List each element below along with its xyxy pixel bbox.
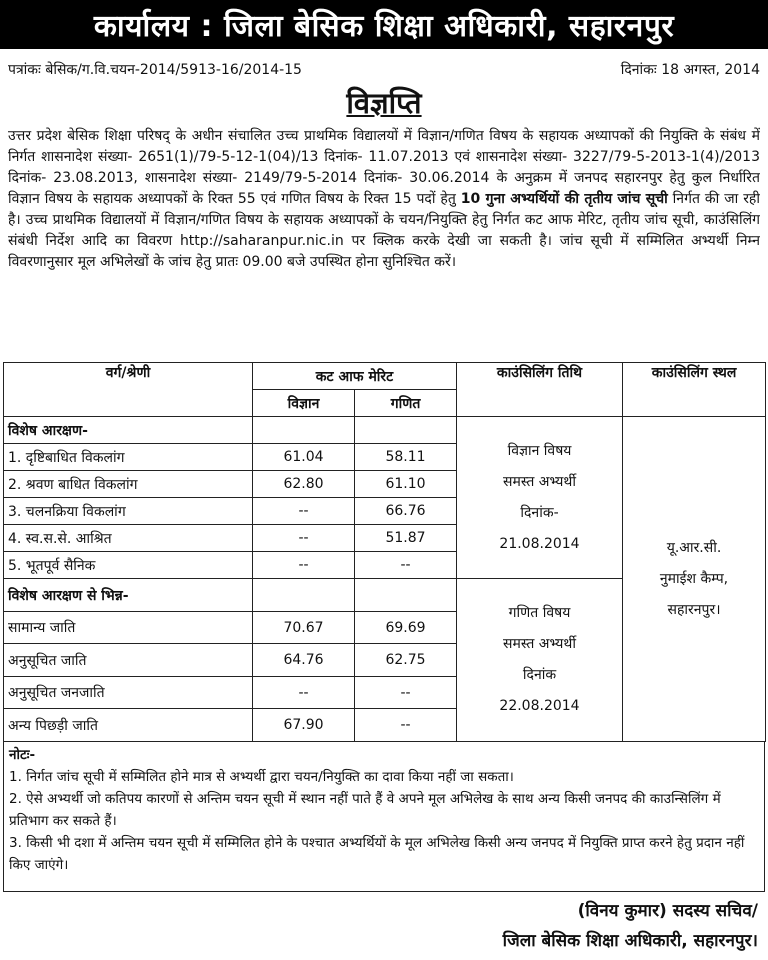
maths-cutoff-cell: -- xyxy=(355,552,457,579)
maths-cutoff-cell: 61.10 xyxy=(355,471,457,498)
maths-cutoff-cell: 51.87 xyxy=(355,525,457,552)
venue-line-2: नुमाईश कैम्प, xyxy=(659,570,729,587)
category-cell: 3. चलनक्रिया विकलांग xyxy=(4,498,253,525)
science-date: 21.08.2014 xyxy=(499,535,580,552)
science-cutoff-cell: 62.80 xyxy=(253,471,355,498)
notes-heading: नोटः- xyxy=(9,747,36,763)
reference-line xyxy=(8,58,760,80)
cutoff-merit-table xyxy=(3,362,766,742)
note-item-2: 2. ऐसे अभ्यर्थी जो कतिपय कारणों से अन्तिम चयन सूची में स्थान नहीं पाते हैं वे अपने मूल अभिलेख के साथ अन्य किसी जनपद की काउन्सिलिंग में प्रतिभाग कर सकते हैं। xyxy=(9,791,721,829)
header-counselling-date: काउंसिलिंग तिथि xyxy=(457,363,623,417)
special-reservation-heading: विशेष आरक्षण- xyxy=(4,417,253,444)
header-category: वर्ग/श्रेणी xyxy=(4,363,253,417)
maths-date-label: दिनांक xyxy=(522,667,557,684)
category-cell: 2. श्रवण बाधित विकलांग xyxy=(4,471,253,498)
notes-section xyxy=(3,742,765,892)
science-date-label: दिनांक- xyxy=(520,504,559,521)
science-cutoff-cell: -- xyxy=(253,525,355,552)
category-cell: सामान्य जाति xyxy=(4,611,253,644)
intro-bold-text: 10 गुना अभ्यर्थियों की तृतीय जांच सूची xyxy=(460,191,668,207)
maths-cutoff-cell: 58.11 xyxy=(355,444,457,471)
venue-line-3: सहारनपुर। xyxy=(667,601,721,618)
signatory-name: (विनय कुमार) सदस्य सचिव/ xyxy=(577,901,758,921)
office-header: कार्यालय : जिला बेसिक शिक्षा अधिकारी, सहारनपुर xyxy=(0,0,768,49)
website-link[interactable]: http://saharanpur.nic.in xyxy=(179,233,344,249)
science-cutoff-cell: 70.67 xyxy=(253,611,355,644)
science-counselling-schedule xyxy=(457,417,623,579)
notice-title: विज्ञप्ति xyxy=(346,86,422,120)
maths-candidates: समस्त अभ्यर्थी xyxy=(503,636,576,653)
letter-number: पत्रांकः बेसिक/ग.वि.चयन-2014/5913-16/2014-15 xyxy=(8,61,302,78)
signature-block xyxy=(318,896,758,956)
category-cell: 4. स्व.स.से. आश्रित xyxy=(4,525,253,552)
header-counselling-venue: काउंसिलिंग स्थल xyxy=(623,363,766,417)
header-science: विज्ञान xyxy=(253,390,355,417)
science-cutoff-cell: -- xyxy=(253,498,355,525)
maths-cutoff-cell: -- xyxy=(355,676,457,709)
header-cutoff: कट आफ मेरिट xyxy=(253,363,457,390)
category-cell: अनुसूचित जाति xyxy=(4,644,253,677)
category-cell: 5. भूतपूर्व सैनिक xyxy=(4,552,253,579)
category-cell: अनुसूचित जनजाति xyxy=(4,676,253,709)
intro-paragraph xyxy=(8,126,760,358)
science-cutoff-cell: -- xyxy=(253,552,355,579)
maths-date: 22.08.2014 xyxy=(499,698,580,715)
intro-text-3: पर क्लिक करके देखी जा सकती है। जांच सूची में सम्मिलित अभ्यर्थी निम्न विवरणानुसार मूल अभिलेखों के जांच हेतु प्रातः 09.00 बजे उपस्थित होना सुनिश्चित करें। xyxy=(8,233,760,270)
other-reservation-heading: विशेष आरक्षण से भिन्न- xyxy=(4,579,253,612)
maths-cutoff-cell: 66.76 xyxy=(355,498,457,525)
category-cell: 1. दृष्टिबाधित विकलांग xyxy=(4,444,253,471)
maths-counselling-schedule xyxy=(457,579,623,742)
venue-line-1: यू.आर.सी. xyxy=(666,539,722,556)
header-maths: गणित xyxy=(355,390,457,417)
intro-text-2: निर्गत की जा रही है। उच्च प्राथमिक विद्यालयों में विज्ञान/गणित विषय के सहायक अध्यापकों के चयन/नियुक्ति हेतु निर्गत कट आफ मेरिट, तृतीय जांच सूची, काउंसिलिंग संबंधी निर्देश आदि का विवरण xyxy=(8,191,760,249)
issue-date: दिनांकः 18 अगस्त, 2014 xyxy=(620,61,760,78)
note-item-1: 1. निर्गत जांच सूची में सम्मिलित होने मात्र से अभ्यर्थी द्वारा चयन/नियुक्ति का दावा किया नहीं जा सकता। xyxy=(9,769,514,785)
maths-subject: गणित विषय xyxy=(508,605,571,622)
science-cutoff-cell: 67.90 xyxy=(253,709,355,742)
counselling-venue xyxy=(623,417,766,742)
maths-cutoff-cell: -- xyxy=(355,709,457,742)
science-cutoff-cell: 64.76 xyxy=(253,644,355,677)
science-cutoff-cell: 61.04 xyxy=(253,444,355,471)
note-item-3: 3. किसी भी दशा में अन्तिम चयन सूची में सम्मिलित होने के पश्चात अभ्यर्थियों के मूल अभिलेख किसी अन्य जनपद में नियुक्ति प्राप्त करने हेतु प्रदान नहीं किए जाएंगे। xyxy=(9,835,745,873)
intro-text-1: उत्तर प्रदेश बेसिक शिक्षा परिषद् के अधीन संचालित उच्च प्राथमिक विद्यालयों में विज्ञान/गणित विषय के सहायक अध्यापकों की नियुक्ति के संबंध में निर्गत शासनादेश संख्या- 2651(1)/79-5-12-1(04)/13 दिनांक- 11.07.2013 एवं शासनादेश संख्या- 3227/79-5-2013-1(4)/2013 दिनांक- 23.08.2013, शासनादेश संख्या- 2149/79-5-2014 दिनांक- 30.06.2014 के अनुक्रम में जनपद सहारनपुर हेतु कुल निर्धारित विज्ञान विषय के सहायक अध्यापकों के रिक्त 55 एवं गणित विषय के रिक्त 15 पदों हेतु xyxy=(8,128,760,207)
signatory-designation: जिला बेसिक शिक्षा अधिकारी, सहारनपुर। xyxy=(502,931,758,951)
maths-cutoff-cell: 69.69 xyxy=(355,611,457,644)
maths-cutoff-cell: 62.75 xyxy=(355,644,457,677)
science-cutoff-cell: -- xyxy=(253,676,355,709)
science-candidates: समस्त अभ्यर्थी xyxy=(503,473,576,490)
category-cell: अन्य पिछड़ी जाति xyxy=(4,709,253,742)
science-subject: विज्ञान विषय xyxy=(507,442,572,459)
